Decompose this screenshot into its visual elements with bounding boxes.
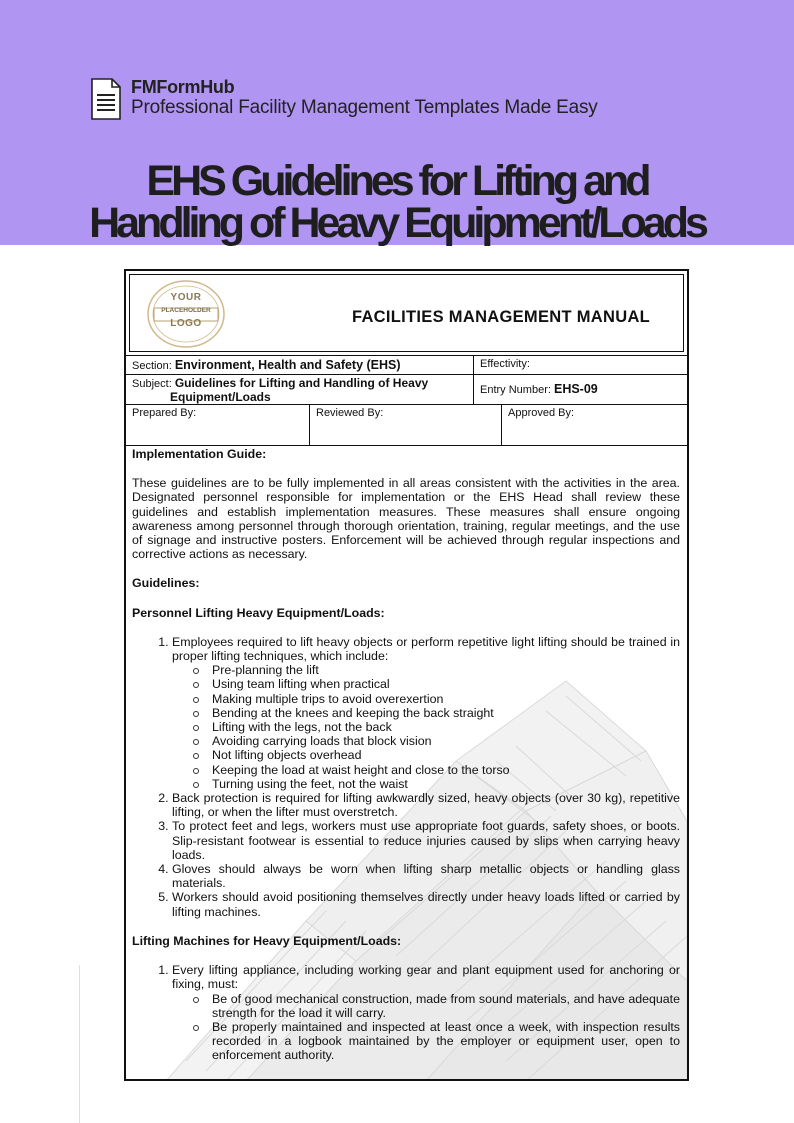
list-item: 4. Gloves should always be worn when lifting sharp metallic objects or handling glass materials. [172, 862, 680, 890]
list-item: Lifting with the legs, not the back [212, 720, 680, 734]
logo-text-line-2: PLACEHOLDER [161, 307, 211, 314]
prepared-label: Prepared By: [132, 407, 197, 419]
list-item: 3. To protect feet and legs, workers must use appropriate foot guards, safety shoes, or boots. Slip-resistant footwear is essential to reduce injuries caused by slips when carrying heavy loads. [172, 819, 680, 862]
page-title [0, 157, 794, 247]
page-title-line-2: Handling of Heavy Equipment/Loads [89, 199, 705, 247]
list-item: 5. Workers should avoid positioning themselves directly under heavy loads lifted or carried by lifting machines. [172, 890, 680, 918]
machines-heading: Lifting Machines for Heavy Equipment/Loads: [132, 933, 402, 948]
list-item: Using team lifting when practical [212, 677, 680, 691]
manual-header [129, 274, 684, 352]
guidelines-heading: Guidelines: [132, 576, 200, 591]
document-body [132, 447, 680, 1063]
list-item: Pre-planning the lift [212, 663, 680, 677]
list-item: Keeping the load at waist height and close to the torso [212, 763, 680, 777]
machines-item-1-text: Every lifting appliance, including working gear and plant equipment used for anchoring or fixing, must: [172, 963, 680, 992]
page-title-line-1: EHS Guidelines for Lifting and [146, 157, 648, 205]
manual-title: FACILITIES MANAGEMENT MANUAL [352, 308, 651, 326]
approved-cell [501, 405, 687, 445]
list-item: 2. Back protection is required for lifting awkwardly sized, heavy objects (over 30 kg), repetitive lifting, or when the lifter must overstretch. [172, 791, 680, 819]
list-item: Bending at the knees and keeping the back straight [212, 706, 680, 720]
approved-label: Approved By: [508, 407, 575, 419]
list-item: Be of good mechanical construction, made from sound materials, and have adequate strength for the load it will carry. [212, 991, 680, 1020]
entry-label: Entry Number: [480, 384, 551, 396]
list-item: Making multiple trips to avoid overexertion [212, 692, 680, 706]
document-meta-table [126, 355, 687, 446]
brand [90, 78, 598, 120]
header-banner [0, 0, 794, 245]
logo-text [144, 293, 228, 329]
list-item [172, 635, 680, 791]
section-label: Section: [132, 360, 172, 372]
document-icon [90, 78, 122, 120]
implementation-text: These guidelines are to be fully implemented in all areas consistent with the activities in the area. Designated personnel responsible for implementation or the EHS Head shall review these guidelines and establish implementation measures. These measures shall ensure ongoing awareness among personnel through thorough orientation, training, regular meetings, and the use of signage and instructive posters. Enforcement will be achieved through regular inspections and corrective actions as necessary. [132, 476, 680, 562]
brand-name: FMFormHub [131, 77, 235, 97]
reviewed-label: Reviewed By: [316, 407, 384, 419]
meta-row-signatures [126, 404, 687, 446]
personnel-heading: Personnel Lifting Heavy Equipment/Loads: [132, 605, 385, 620]
list-item [172, 963, 680, 1062]
subject-label: Subject: [132, 378, 172, 390]
machines-sublist [172, 992, 680, 1063]
personnel-item-1-text: Employees required to lift heavy objects or perform repetitive light lifting should be trained in proper lifting techniques, which include: [172, 634, 680, 664]
entry-cell [473, 375, 687, 404]
subject-cell [126, 375, 473, 404]
list-item: Not lifting objects overhead [212, 748, 680, 762]
entry-value: EHS-09 [553, 382, 598, 396]
section-cell [126, 356, 473, 374]
list-item: Avoiding carrying loads that block vision [212, 734, 680, 748]
list-item: Be properly maintained and inspected at least once a week, with inspection results recorded in a logbook maintained by the employer or equipment user, open to enforcement authority. [212, 1019, 680, 1063]
list-item: Turning using the feet, not the waist [212, 777, 680, 791]
brand-tagline: Professional Facility Management Templates Made Easy [131, 96, 598, 118]
logo-text-line-3: LOGO [170, 317, 202, 329]
meta-row-section [126, 355, 687, 374]
decorative-line [79, 965, 80, 1123]
section-value: Environment, Health and Safety (EHS) [174, 358, 401, 372]
subject-value-line-1: Guidelines for Lifting and Handling of Heavy [174, 376, 429, 390]
machines-list [132, 963, 680, 1062]
subject-value-line-2: Equipment/Loads [170, 390, 271, 404]
meta-row-subject [126, 374, 687, 404]
prepared-cell [126, 405, 309, 445]
techniques-list [172, 663, 680, 791]
effectivity-cell [473, 356, 687, 374]
logo-text-line-1: YOUR [170, 292, 202, 303]
reviewed-cell [309, 405, 501, 445]
implementation-heading: Implementation Guide: [132, 447, 267, 461]
personnel-list [132, 635, 680, 919]
effectivity-label: Effectivity: [480, 358, 530, 370]
document-sheet [124, 269, 689, 1081]
